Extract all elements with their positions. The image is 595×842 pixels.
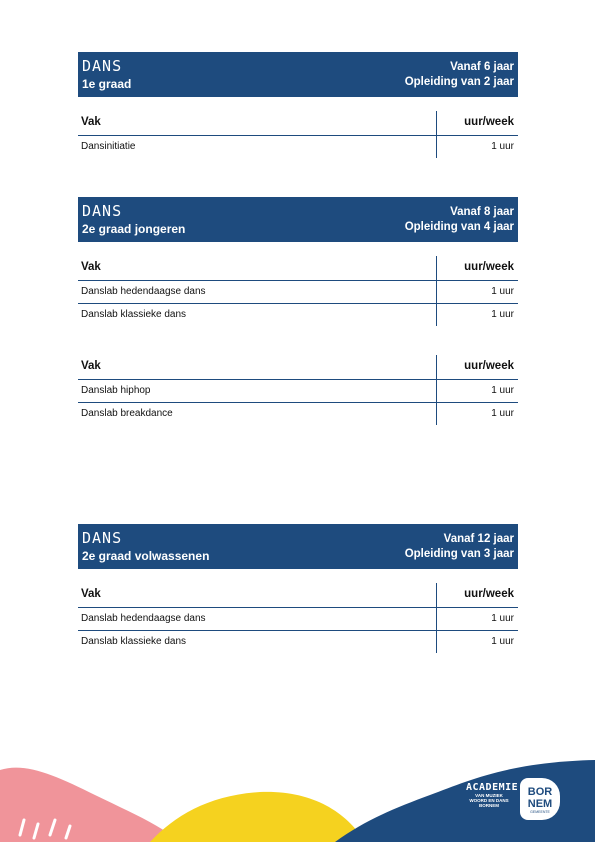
table-row <box>78 403 518 425</box>
subject-cell: Danslab hedendaagse dans <box>81 286 206 297</box>
section-1e-graad <box>78 52 518 152</box>
hours-cell: 1 uur <box>491 385 514 396</box>
age-label: Vanaf 12 jaar <box>443 533 514 545</box>
subject-cell: Danslab breakdance <box>81 408 173 419</box>
section-2e-graad-jongeren <box>78 197 518 419</box>
table-header <box>78 256 518 281</box>
pink-wave-shape <box>0 768 180 842</box>
header-hours: uur/week <box>464 116 514 128</box>
subject-cell: Danslab hiphop <box>81 385 151 396</box>
section-banner <box>78 52 518 97</box>
course-duration: Opleiding van 4 jaar <box>404 221 514 233</box>
grade-label: 2e graad jongeren <box>82 222 186 236</box>
age-label: Vanaf 8 jaar <box>450 206 514 218</box>
subject-cell: Danslab klassieke dans <box>81 309 187 320</box>
subjects-table <box>78 355 518 425</box>
table-row <box>78 304 518 326</box>
table-row <box>78 631 518 653</box>
header-hours: uur/week <box>464 360 514 372</box>
hours-cell: 1 uur <box>491 286 514 297</box>
bornem-logo-tagline: GEMEENTE <box>530 810 550 814</box>
academie-logo-line2: WOORD EN DANS <box>469 798 509 803</box>
subject-cell: Dansinitiatie <box>81 141 136 152</box>
section-banner <box>78 197 518 242</box>
subjects-table <box>78 256 518 326</box>
header-subject: Vak <box>81 360 101 372</box>
hours-cell: 1 uur <box>491 141 514 152</box>
subject-cell: Danslab klassieke dans <box>81 636 187 647</box>
header-subject: Vak <box>81 261 101 273</box>
academie-logo-line3: BORNEM <box>479 803 499 808</box>
age-label: Vanaf 6 jaar <box>450 61 514 73</box>
table-header <box>78 355 518 380</box>
header-subject: Vak <box>81 588 101 600</box>
table-header <box>78 111 518 136</box>
bornem-logo <box>520 778 560 820</box>
grade-label: 2e graad volwassenen <box>82 549 210 563</box>
hours-cell: 1 uur <box>491 309 514 320</box>
yellow-wave-shape <box>150 792 365 842</box>
hours-cell: 1 uur <box>491 613 514 624</box>
course-duration: Opleiding van 3 jaar <box>404 548 514 560</box>
subjects-table <box>78 111 518 158</box>
academie-logo-line1: VAN MUZIEK <box>475 793 503 798</box>
course-duration: Opleiding van 2 jaar <box>404 76 514 88</box>
bornem-logo-line2: NEM <box>527 798 553 810</box>
hours-cell: 1 uur <box>491 636 514 647</box>
discipline-title: DANS <box>82 202 123 220</box>
academie-logo-title: ACADEMIE <box>466 782 519 793</box>
section-2e-graad-volwassenen <box>78 524 518 647</box>
subject-cell: Danslab hedendaagse dans <box>81 613 206 624</box>
table-row <box>78 136 518 158</box>
table-row <box>78 380 518 403</box>
discipline-title: DANS <box>82 529 123 547</box>
section-banner <box>78 524 518 569</box>
discipline-title: DANS <box>82 57 123 75</box>
table-header <box>78 583 518 608</box>
subjects-table <box>78 583 518 653</box>
header-hours: uur/week <box>464 588 514 600</box>
academie-logo <box>466 782 519 808</box>
hours-cell: 1 uur <box>491 408 514 419</box>
table-row <box>78 608 518 631</box>
header-hours: uur/week <box>464 261 514 273</box>
grade-label: 1e graad <box>82 77 132 91</box>
table-row <box>78 281 518 304</box>
bornem-logo-line1: BOR <box>527 786 553 798</box>
header-subject: Vak <box>81 116 101 128</box>
